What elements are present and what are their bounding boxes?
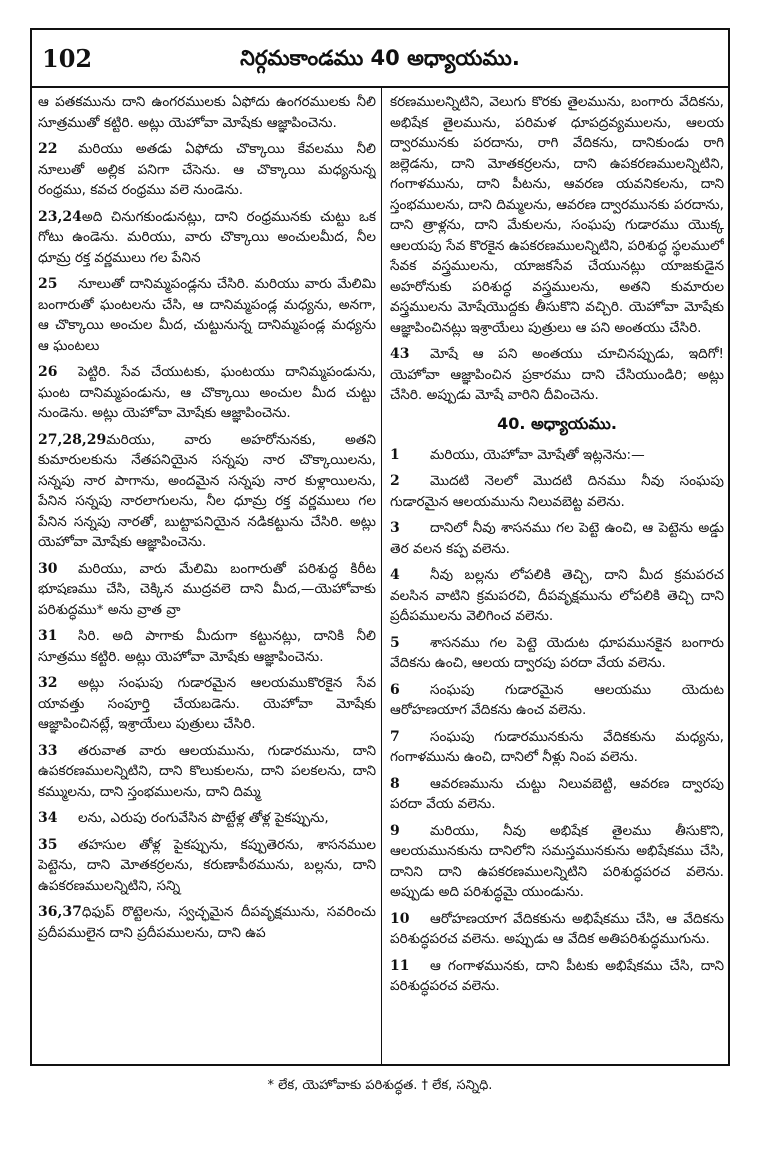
verse-paragraph bbox=[38, 139, 376, 201]
verse-number: 7 bbox=[390, 728, 400, 745]
verse-text: మరియు, వారు మేలిమి బంగారుతో పరిశుద్ధ కిరీట భూషణము చేసి, చెక్కిన ముద్రవలె దాని మీద,—యెహోవాకు పరిశుద్ధము* అను వ్రాత వ్రా bbox=[38, 560, 376, 618]
verse-number: 33 bbox=[38, 742, 58, 759]
verse-text: తరువాత వారు ఆలయమును, గుడారమును, దాని ఉపకరణములన్నిటిని, దాని కొలుకులను, దాని పలకలను, దాని కమ్ములను, దాని స్తంభములను, దాని దిమ్మ bbox=[38, 742, 376, 800]
verse-paragraph bbox=[390, 774, 724, 815]
column-divider bbox=[381, 88, 382, 1064]
verse-text: మరియు, వారు అహరోనునకు, అతని కుమారులకును నేతపనియైన సన్నపు నార చొక్కాయిలను, సన్నపు నార పాగాను, అందమైన సన్నపు నార కుళ్లాయిలను, పేనిన సన్నపు నారలాగులను, నీల ధూమ్ర రక్త వర్ణములు గల పేనిన సన్నపు నారతో, బుట్టాపనియైన నడికట్టును చేసిరి. అట్లు యెహోవా మోషేకు ఆజ్ఞాపించెను. bbox=[38, 431, 376, 550]
verse-text: అది చినుగకుండునట్లు, దాని రంధ్రమునకు చుట్టు ఒక గోటు ఉండెను. మరియు, వారు చొక్కాయి అంచులమీద, నీల ధూమ్ర రక్త వర్ణములు గల పేనిన bbox=[38, 208, 376, 266]
page-number: 102 bbox=[42, 44, 93, 73]
verse-paragraph bbox=[390, 956, 724, 997]
verse-number: 2 bbox=[390, 473, 400, 489]
verse-text: మరియు అతడు ఏఫోదు చొక్కాయి కేవలము నీలి నూలుతో అల్లిక పనిగా చేసెను. ఆ చొక్కాయి మధ్యనున్న రంధ్రము, కవచ రంధ్రము వలె నుండెను. bbox=[38, 141, 376, 198]
verse-text: మరియు, నీవు అభిషేక తైలము తీసుకొని, ఆలయమునకును దానిలోని సమస్తమునకును అభిషేకము చేసి, దానిని దాని ఉపకరణములన్నిటిని పరిశుద్ధపరచ వలెను. అప్పుడు అది పరిశుద్ధమై యుండును. bbox=[390, 822, 724, 900]
verse-paragraph bbox=[38, 808, 376, 829]
verse-text: ఆ గంగాళమునకు, దాని పీటకు అభిషేకము చేసి, దాని పరిశుద్ధపరచ వలెను. bbox=[390, 957, 724, 994]
verse-number: 8 bbox=[390, 775, 400, 792]
verse-text: మోషే ఆ పని అంతయు చూచినప్పుడు, ఇదిగో! యెహోవా ఆజ్ఞాపించిన ప్రకారము దాని చేసియుండిరి; అట్లు చేసిరి. అప్పుడు మోషే వారిని దీవించెను. bbox=[390, 346, 724, 403]
verse-text: సంఘపు గుడారమైన ఆలయము యెదుట ఆరోహణయాగ వేదికను ఉంచ వలెను. bbox=[390, 681, 724, 718]
page-header bbox=[30, 28, 730, 88]
verse-paragraph bbox=[38, 92, 376, 133]
verse-number: 10 bbox=[390, 910, 410, 927]
verse-number: 34 bbox=[38, 810, 58, 826]
verse-paragraph bbox=[38, 430, 376, 553]
verse-number: 25 bbox=[38, 276, 58, 292]
verse-paragraph bbox=[38, 207, 376, 269]
verse-text: తహసుల తోళ్ల పైకప్పును, కప్పుతెరను, శాసనముల పెట్టెను, దాని మోతకర్రలను, కరుణాపీఠమును, బల్లను, దాని ఉపకరణములన్నిటిని, సన్ని bbox=[38, 836, 376, 894]
verse-number: 31 bbox=[38, 628, 58, 644]
verse-text: ఆ పతకమును దాని ఉంగరములకు ఏఫోదు ఉంగరములకు నీలి సూత్రముతో కట్టిరి. అట్లు యెహోవా మోషేకు ఆజ్ఞాపించెను. bbox=[38, 94, 376, 131]
verse-paragraph bbox=[390, 344, 724, 406]
verse-paragraph bbox=[390, 445, 724, 466]
verse-text: నీవు బల్లను లోపలికి తెచ్చి, దాని మీద క్రమపరచ వలసిన వాటిని క్రమపరచి, దీపవృక్షమును లోపలికి తెచ్చి దాని ప్రదీపములను వెలిగించ వలెను. bbox=[390, 567, 724, 624]
verse-paragraph bbox=[390, 565, 724, 627]
right-column bbox=[390, 92, 724, 1057]
verse-paragraph bbox=[390, 518, 724, 559]
verse-number: 30 bbox=[38, 560, 58, 577]
verse-paragraph bbox=[38, 626, 376, 667]
verse-paragraph bbox=[38, 741, 376, 803]
verse-text: అట్లు సంఘపు గుడారమైన ఆలయముకొరకైన సేవ యావత్తు సంపూర్తి చేయబడెను. యెహోవా మోషేకు ఆజ్ఞాపించినట్లే, ఇశ్రాయేలు పుత్రులు చేసిరి. bbox=[38, 675, 376, 732]
verse-text: కరణములన్నిటిని, వెలుగు కొరకు తైలమును, బంగారు వేదికను, అభిషేక తైలమును, పరిమళ ధూపద్రవ్యములను, ఆలయ ద్వారమునకు పరదాను, రాగి వేదికను, దానికుండు రాగి జల్లెడను, దాని మోతకర్రలను, దాని ఉపకరణములన్నిటిని, గంగాళమును, దాని పీటను, ఆవరణ యవనికలను, దాని స్తంభములను, దాని దిమ్మలను, ఆవరణ ద్వారమునకు పరదాను, దాని త్రాళ్లను, దాని మేకులను, సంఘపు గుడారము యొక్క ఆలయపు సేవ కొరకైన ఉపకరణములన్నిటిని, పరిశుద్ధ స్థలములో సేవక వస్త్రములను, యాజకసేవ చేయునట్లు యాజకుడైన అహరోనుకు పరిశుద్ధ వస్త్రములను, అతని కుమారుల వస్త్రములను మోషేయొద్దకు తీసుకొని వచ్చిరి. యెహోవా మోషేకు ఆజ్ఞాపించినట్లు ఇశ్రాయేలు పుత్రులు ఆ పని అంతయు చేసిరి. bbox=[390, 94, 724, 336]
verse-text: సిరి. అది పాగాకు మీదుగా కట్టునట్లు, దానికి నీలి సూత్రము కట్టిరి. అట్లు యెహోవా మోషేకు ఆజ్ఞాపించెను. bbox=[38, 628, 376, 665]
verse-number: 4 bbox=[390, 567, 400, 583]
verse-paragraph bbox=[390, 633, 724, 674]
verse-text: మొదటి నెలలో మొదటి దినము నీవు సంఘపు గుడారమైన ఆలయమును నిలువబెట్ట వలెను. bbox=[390, 473, 724, 510]
verse-number: 43 bbox=[390, 346, 410, 362]
verse-paragraph bbox=[390, 909, 724, 950]
verse-text: నూలుతో దానిమ్మపండ్లను చేసిరి. మరియు వారు మేలిమి బంగారుతో ఘంటలను చేసి, ఆ దానిమ్మపండ్ల మధ్యను, అనగా, ఆ చొక్కాయి అంచుల మీద, చుట్టునున్న దానిమ్మపండ్ల మధ్యను ఆ ఘంటలు bbox=[38, 276, 376, 354]
verse-paragraph bbox=[390, 680, 724, 721]
verse-paragraph bbox=[390, 471, 724, 512]
verse-paragraph bbox=[38, 673, 376, 735]
verse-number: 26 bbox=[38, 364, 58, 380]
verse-number: 1 bbox=[390, 446, 400, 463]
verse-number: 3 bbox=[390, 520, 400, 536]
verse-paragraph bbox=[390, 727, 724, 768]
verse-text: లను, ఎరుపు రంగువేసిన పొట్టేళ్ల తోళ్ల పైకప్పును, bbox=[78, 810, 329, 826]
verse-paragraph bbox=[390, 92, 724, 338]
verse-number: 35 bbox=[38, 836, 58, 853]
verse-number: 22 bbox=[38, 141, 58, 157]
verse-number: 23,24 bbox=[38, 208, 82, 225]
verse-number: 27,28,29 bbox=[38, 431, 107, 448]
footnotes: * లేక, యెహోవాకు పరిశుద్ధత. † లేక, సన్నిధి. bbox=[267, 1078, 493, 1093]
verse-number: 32 bbox=[38, 675, 58, 691]
verse-text: పెట్టిరి. సేవ చేయుటకు, ఘంటయు దానిమ్మపండును, ఘంట దానిమ్మపండును, ఆ చొక్కాయి అంచుల మీద చుట్టు నుండెను. అట్లు యెహోవా మోషేకు ఆజ్ఞాపించెను. bbox=[38, 364, 376, 421]
verse-paragraph bbox=[38, 274, 376, 356]
verse-number: 9 bbox=[390, 822, 400, 839]
verse-number: 6 bbox=[390, 681, 400, 698]
verse-paragraph bbox=[38, 559, 376, 621]
running-title: నిర్గమకాండము 40 అధ్యాయము. bbox=[240, 46, 520, 70]
verse-text: ఆరోహణయాగ వేదికకును అభిషేకము చేసి, ఆ వేదికను పరిశుద్ధపరచ వలెను. అప్పుడు ఆ వేదిక అతిపరిశుద్ధముగును. bbox=[390, 910, 724, 947]
verse-paragraph bbox=[38, 902, 376, 943]
verse-text: దానిలో నీవు శాసనము గల పెట్టె ఉంచి, ఆ పెట్టెను అడ్డు తెర వలన కప్ప వలెను. bbox=[390, 520, 724, 557]
verse-text: మరియు, యెహోవా మోషేతో ఇట్లనెను:— bbox=[430, 446, 645, 463]
verse-paragraph bbox=[38, 362, 376, 424]
verse-text: శాసనము గల పెట్టె యెదుట ధూపమునకైన బంగారు వేదికను ఉంచి, ఆలయ ద్వారపు పరదా వేయ వలెను. bbox=[390, 634, 724, 671]
verse-paragraph bbox=[38, 835, 376, 897]
verse-number: 11 bbox=[390, 957, 410, 974]
verse-text: ధిఫుప్ రొట్టెలను, స్వచ్ఛమైన దీపవృక్షమును, సవరించు ప్రదీపములైన దాని ప్రదీపములను, దాని ఉప bbox=[38, 904, 376, 941]
verse-text: ఆవరణమును చుట్టు నిలువబెట్టి, ఆవరణ ద్వారపు పరదా వేయ వలెను. bbox=[390, 775, 724, 812]
chapter-heading: 40. అధ్యాయము. bbox=[497, 413, 617, 433]
verse-number: 5 bbox=[390, 634, 400, 651]
verse-paragraph bbox=[390, 821, 724, 903]
verse-text: సంఘపు గుడారమునకును వేదికకును మధ్యను, గంగాళమును ఉంచి, దానిలో నీళ్లు నింప వలెను. bbox=[390, 728, 724, 765]
left-column bbox=[38, 92, 376, 1057]
bible-page bbox=[30, 28, 730, 1123]
verse-number: 36,37 bbox=[38, 904, 82, 920]
